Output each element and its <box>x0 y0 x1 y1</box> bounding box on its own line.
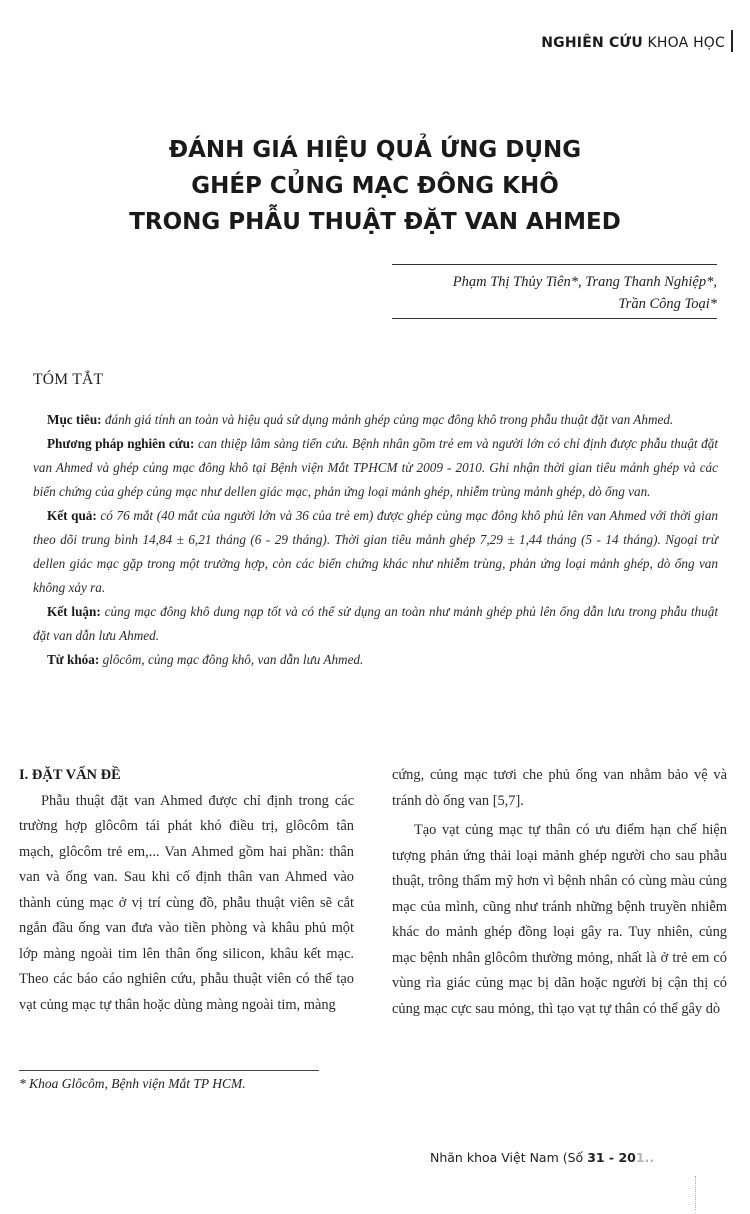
objective-text: đánh giá tính an toàn và hiệu quả sử dụng mảnh ghép củng mạc đông khô trong phẫu thuật đặt van Ahmed. <box>101 412 674 427</box>
issue-text: 31 - 20 <box>587 1150 636 1165</box>
objective-label: Mục tiêu: <box>47 412 102 427</box>
issue-faint: 1.. <box>635 1150 655 1165</box>
scan-marks <box>695 1176 702 1210</box>
body-paragraph-1: Phẫu thuật đặt van Ahmed được chỉ định trong các trường hợp glôcôm tái phát khó điều trị, glôcôm tân mạch, glôcôm trẻ em,... Van Ahmed gồm hai phần: thân van và ống van. Sau khi cố định thân van Ahmed vào thành củng mạc ở vị trí cùng đồ, phẫu thuật viên sẽ cắt ngắn đầu ống van đưa vào tiền phòng và khâu phủ một lớp màng ngoài tim lên thân ống silicon, khâu kết mạc. Theo các báo cáo nghiên cứu, phẫu thuật viên có thể tạo vạt củng mạc tự thân hoặc dùng màng ngoài tim, màng <box>19 792 354 1013</box>
abstract-methods <box>33 432 718 504</box>
journal-name: Nhãn khoa Việt Nam (Số <box>430 1150 588 1165</box>
methods-text: can thiệp lâm sàng tiến cứu. Bệnh nhân gồm trẻ em và người lớn có chỉ định được phẫu thuật đặt van Ahmed và ghép củng mạc đông khô tại Bệnh viện Mắt TPHCM từ 2009 - 2010. Ghi nhận thời gian tiêu mảnh ghép và các biến chứng của ghép củng mạc như dellen giác mạc, phản ứng loại mảnh ghép, nhiễm trùng mảnh ghép, dò ống van. <box>33 436 718 499</box>
running-head-rest: KHOA HỌC <box>642 35 725 51</box>
footnote: * Khoa Glôcôm, Bệnh viện Mắt TP HCM. <box>19 1076 246 1091</box>
keywords-label: Từ khóa: <box>47 652 100 667</box>
article-title <box>0 132 750 240</box>
methods-label: Phương pháp nghiên cứu: <box>47 436 195 451</box>
issue-number <box>587 1150 654 1165</box>
authors-line-2: Trần Công Toại* <box>618 296 717 312</box>
title-line-1: ĐÁNH GIÁ HIỆU QUẢ ỨNG DỤNG <box>168 137 582 163</box>
conclusion-label: Kết luận: <box>47 604 101 619</box>
footnote-rule <box>19 1070 319 1071</box>
body-column-right <box>392 763 727 1022</box>
body-column-left <box>19 763 354 1018</box>
abstract-keywords <box>33 648 718 672</box>
running-head <box>541 30 733 52</box>
results-text: có 76 mắt (40 mắt của người lớn và 36 của trẻ em) được ghép củng mạc đông khô phủ lên van Ahmed với thời gian theo dõi trung bình 14,84 ± 6,21 tháng (6 - 29 tháng). Thời gian tiêu mảnh ghép 7,29 ± 1,44 tháng (5 - 14 tháng). Ngoại trừ dellen giác mạc gặp trong một trường hợp, còn các biến chứng khác như nhiễm trùng, phản ứng loại mảnh ghép, dò ống van không xảy ra. <box>33 508 719 595</box>
title-line-3: TRONG PHẪU THUẬT ĐẶT VAN AHMED <box>129 209 621 235</box>
authors <box>380 271 717 315</box>
abstract-objective <box>33 408 718 432</box>
abstract-results <box>33 504 718 600</box>
running-head-bold: NGHIÊN CỨU <box>541 35 643 51</box>
author-rule-bottom <box>392 318 717 319</box>
running-head-rule <box>731 30 733 52</box>
results-label: Kết quả: <box>47 508 97 523</box>
body-paragraph-2: Tạo vạt củng mạc tự thân có ưu điểm hạn chế hiện tượng phản ứng thải loại mảnh ghép người cho sau phẫu thuật, trông thẩm mỹ hơn vì bệnh nhân có cùng màu củng mạc của mình, cũng như tránh những bệnh truyền nhiễm khác do mảnh ghép đồng loại gây ra. Tuy nhiên, củng mạc bệnh nhân glôcôm thường mỏng, nhất là ở trẻ em có vùng rìa giác củng mạc bị dãn hoặc người bị cận thị có củng mạc cực sau mỏng, thì tạo vạt tự thân có thể gây dò <box>392 822 727 1017</box>
abstract-heading: TÓM TẮT <box>33 371 104 388</box>
keywords-text: glôcôm, củng mạc đông khô, van dẫn lưu Ahmed. <box>99 652 364 667</box>
conclusion-text: củng mạc đông khô dung nạp tốt và có thể sử dụng an toàn như mảnh ghép phủ lên ống dẫn lưu trong phẫu thuật đặt van dẫn lưu Ahmed. <box>33 604 718 643</box>
authors-line-1: Phạm Thị Thủy Tiên*, Trang Thanh Nghiệp*, <box>452 274 717 290</box>
title-line-2: GHÉP CỦNG MẠC ĐÔNG KHÔ <box>191 173 559 199</box>
section-heading: I. ĐẶT VẤN ĐỀ <box>19 767 121 783</box>
journal-footer <box>430 1150 654 1165</box>
abstract <box>33 408 718 672</box>
body-paragraph-continued: cứng, củng mạc tươi che phủ ống van nhằm bảo vệ và tránh dò ống van [5,7]. <box>392 767 727 809</box>
abstract-conclusion <box>33 600 718 648</box>
author-rule-top <box>392 264 717 265</box>
